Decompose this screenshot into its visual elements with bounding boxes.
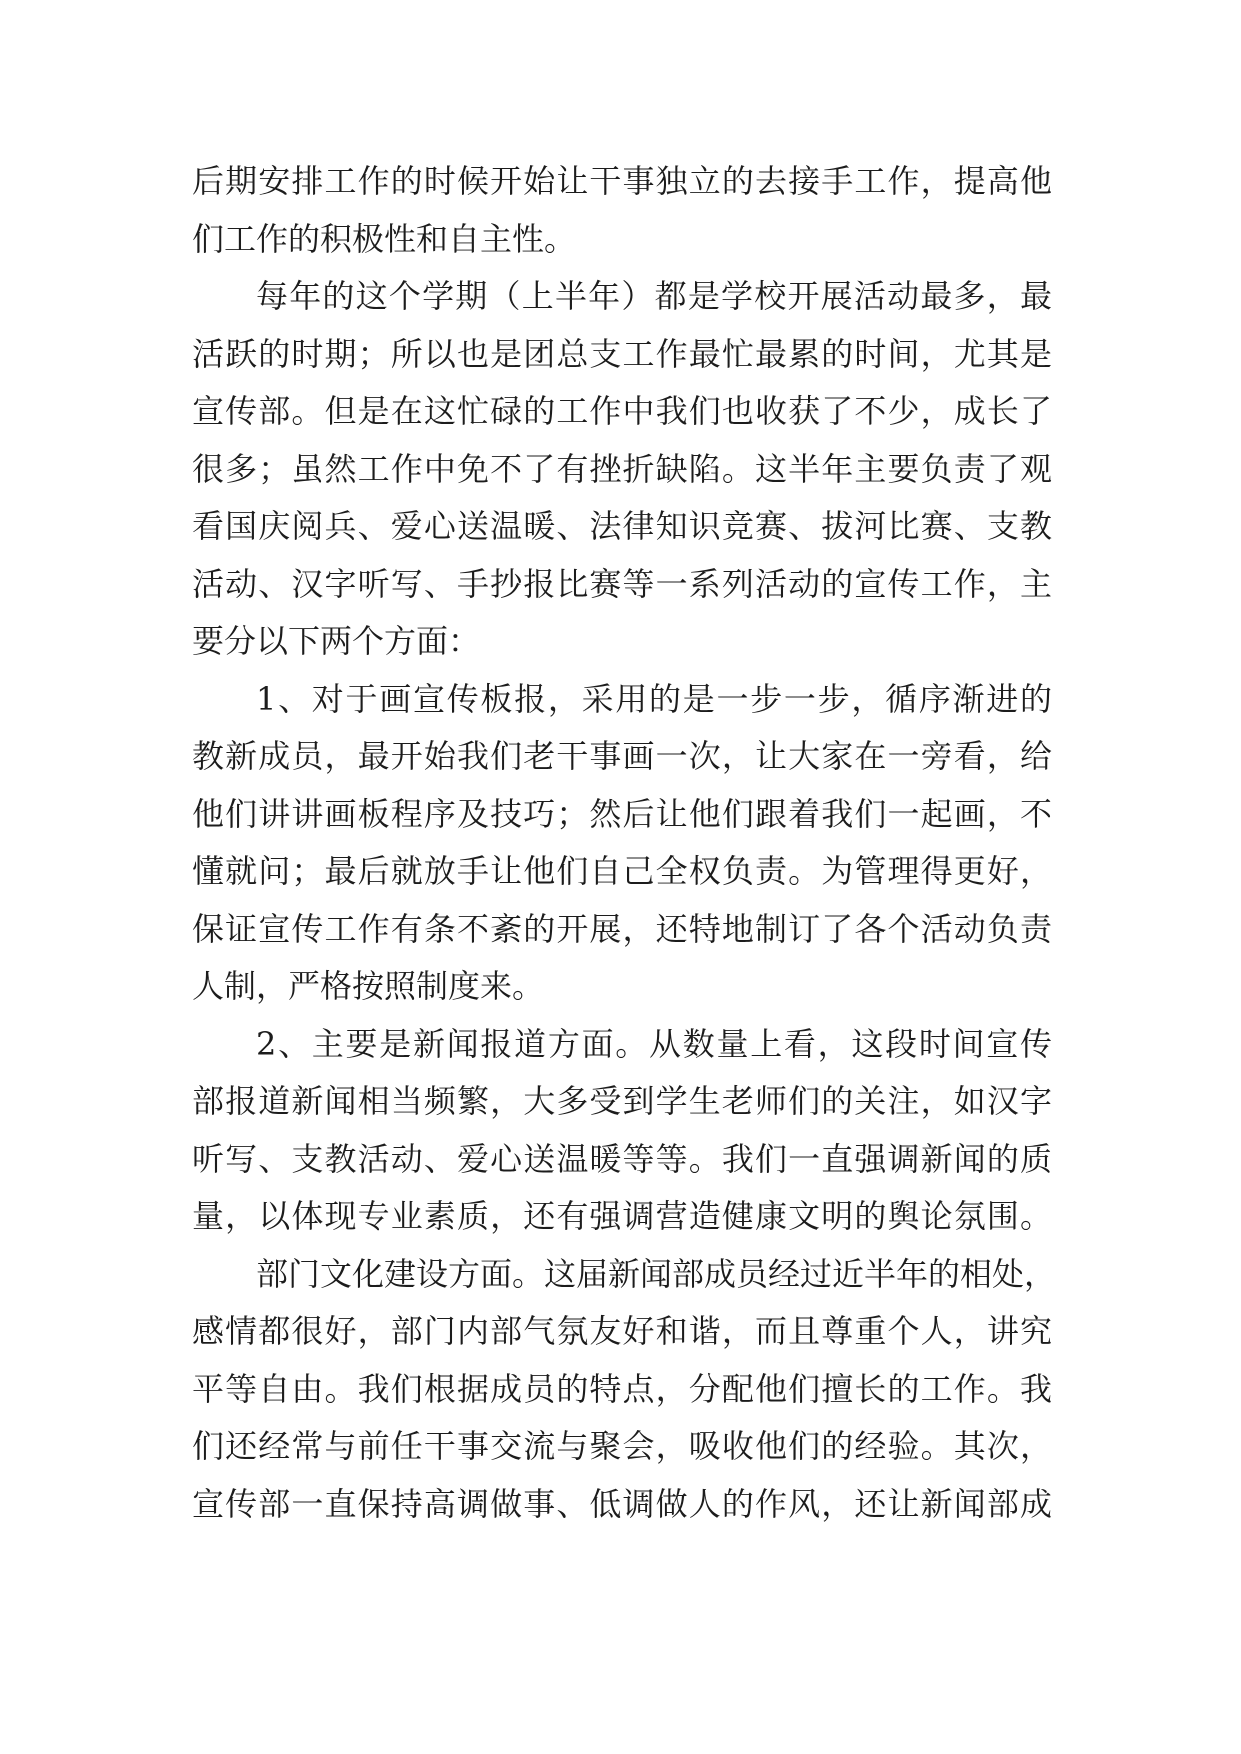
- text-line: 人制，严格按照制度来。: [192, 967, 545, 1005]
- paragraph: [192, 1246, 1057, 1534]
- text-line: 部门文化建设方面。这届新闻部成员经过近半年的相处，: [256, 1254, 1057, 1293]
- text-line: 每年的这个学期（上半年）都是学校开展活动最多，最: [256, 277, 1052, 315]
- text-line: 他们讲讲画板程序及技巧；然后让他们跟着我们一起画，不: [192, 794, 1052, 833]
- text-line: 们工作的积极性和自主性。: [192, 219, 577, 258]
- text-line: 看国庆阅兵、爱心送温暖、法律知识竞赛、拔河比赛、支教: [192, 507, 1052, 545]
- paragraph: [192, 671, 1052, 1016]
- text-line: 教新成员，最开始我们老干事画一次，让大家在一旁看，给: [192, 737, 1052, 775]
- paragraph: [192, 153, 1052, 268]
- text-line: 很多；虽然工作中免不了有挫折缺陷。这半年主要负责了观: [192, 449, 1052, 488]
- text-line: 听写、支教活动、爱心送温暖等等。我们一直强调新闻的质: [192, 1139, 1052, 1178]
- text-line: 保证宣传工作有条不紊的开展，还特地制订了各个活动负责: [192, 909, 1052, 948]
- text-line: 后期安排工作的时候开始让干事独立的去接手工作，提高他: [192, 162, 1052, 200]
- paragraph: [192, 1016, 1052, 1246]
- body-text: [192, 153, 1057, 1533]
- text-line: 2、主要是新闻报道方面。从数量上看，这段时间宣传: [256, 1024, 1052, 1063]
- text-line: 活跃的时期；所以也是团总支工作最忙最累的时间，尤其是: [192, 334, 1052, 373]
- text-line: 们还经常与前任干事交流与聚会，吸收他们的经验。其次，: [192, 1427, 1052, 1465]
- text-line: 懂就问；最后就放手让他们自己全权负责。为管理得更好，: [192, 852, 1052, 890]
- text-line: 活动、汉字听写、手抄报比赛等一系列活动的宣传工作，主: [192, 564, 1052, 603]
- text-line: 平等自由。我们根据成员的特点，分配他们擅长的工作。我: [192, 1369, 1052, 1408]
- text-line: 量，以体现专业素质，还有强调营造健康文明的舆论氛围。: [192, 1197, 1052, 1235]
- text-line: 要分以下两个方面：: [192, 622, 481, 660]
- text-line: 1、对于画宣传板报，采用的是一步一步，循序渐进的: [256, 679, 1052, 718]
- text-line: 宣传部。但是在这忙碌的工作中我们也收获了不少，成长了: [192, 392, 1052, 430]
- text-line: 部报道新闻相当频繁，大多受到学生老师们的关注，如汉字: [192, 1082, 1052, 1120]
- text-line: 宣传部一直保持高调做事、低调做人的作风，还让新闻部成: [192, 1484, 1052, 1523]
- text-line: 感情都很好，部门内部气氛友好和谐，而且尊重个人，讲究: [192, 1312, 1052, 1350]
- paragraph: [192, 268, 1052, 671]
